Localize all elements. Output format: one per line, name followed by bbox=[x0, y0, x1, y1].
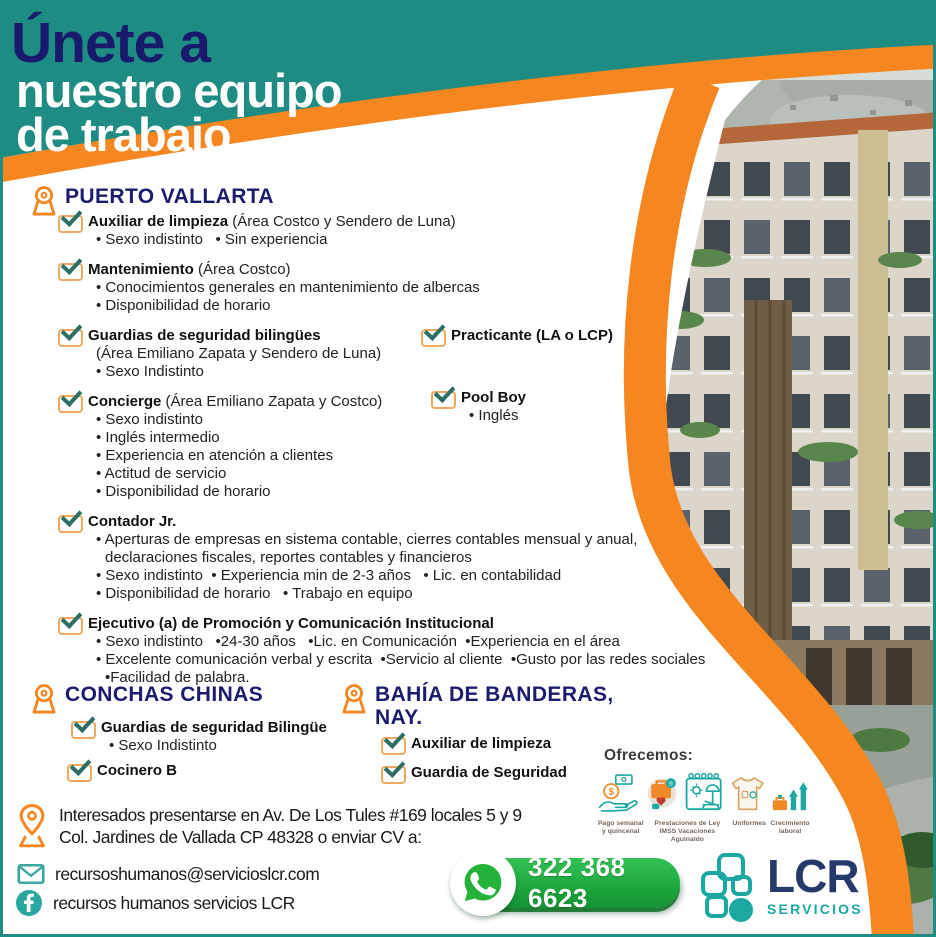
poster-title-line3: de trabajo bbox=[16, 108, 231, 161]
job-detail: • Conocimientos generales en mantenimiento de albercas bbox=[96, 279, 480, 296]
bahia-banderas-job-list bbox=[381, 735, 601, 794]
benefit-label: Prestaciones de Ley IMSS Vacaciones Aguinaldo bbox=[654, 820, 721, 843]
conchas-chinas-job-list bbox=[71, 719, 351, 792]
poster-title-line2: nuestro equipo bbox=[16, 64, 342, 117]
job-title: Contador Jr. bbox=[88, 513, 177, 530]
benefit-label: Pago semanal y quincenal bbox=[597, 820, 644, 835]
vacation-calendar-icon bbox=[683, 769, 724, 817]
checkbox-icon bbox=[431, 391, 456, 409]
logo-name: LCR bbox=[767, 850, 859, 902]
job-detail: • Inglés bbox=[469, 407, 519, 424]
checkbox-icon bbox=[58, 617, 83, 635]
job-detail: • Disponibilidad de horario bbox=[96, 297, 271, 314]
job-detail: • Actitud de servicio bbox=[96, 465, 227, 482]
job-detail: • Sexo Indistinto bbox=[96, 363, 204, 380]
job-detail: • Aperturas de empresas en sistema contable, cierres contables mensual y anual, declaraciones fiscales, reportes contables y financieros bbox=[96, 531, 642, 566]
contact-email[interactable] bbox=[17, 863, 319, 885]
job-guardia-seguridad-bb bbox=[381, 764, 601, 782]
job-auxiliar-limpieza-bb bbox=[381, 735, 601, 753]
contact-address bbox=[15, 803, 522, 849]
lcr-chain-icon bbox=[699, 853, 759, 927]
job-detail: • Sexo indistinto • Sin experiencia bbox=[96, 231, 328, 248]
job-title: Practicante (LA o LCP) bbox=[451, 327, 613, 344]
lcr-logo bbox=[699, 850, 863, 927]
facebook-link[interactable]: recursos humanos servicios LCR bbox=[53, 893, 295, 913]
career-growth-icon bbox=[771, 771, 811, 817]
job-title: Guardia de Seguridad bbox=[411, 764, 567, 781]
uniform-icon bbox=[727, 771, 768, 817]
facebook-icon bbox=[15, 889, 43, 917]
job-title: Pool Boy bbox=[461, 389, 527, 406]
checkbox-icon bbox=[58, 215, 83, 233]
location-pin-icon bbox=[29, 683, 59, 715]
section-title-line2: NAY. bbox=[375, 706, 423, 729]
checkbox-icon bbox=[58, 515, 83, 533]
job-detail: • Sexo Indistinto bbox=[109, 737, 217, 754]
job-cocinero-b bbox=[67, 762, 351, 780]
location-pin-icon bbox=[29, 185, 59, 217]
whatsapp-button[interactable] bbox=[458, 852, 680, 913]
job-ejecutivo-promocion bbox=[58, 615, 713, 687]
weekly-pay-icon bbox=[596, 769, 641, 817]
checkbox-icon bbox=[381, 766, 406, 784]
job-detail: • Excelente comunicación verbal y escrita •Servicio al cliente •Gusto por las redes sociales •Facilidad de palabra. bbox=[96, 651, 714, 686]
job-detail: • Sexo indistinto bbox=[96, 411, 203, 428]
checkbox-icon bbox=[58, 395, 83, 413]
job-title: Concierge (Área Emiliano Zapata y Costco) bbox=[88, 393, 383, 410]
job-title: Guardias de seguridad Bilingüe bbox=[101, 719, 327, 736]
section-bahia-banderas-heading bbox=[339, 683, 614, 729]
address-line1: Interesados presentarse en Av. De Los Tules #169 locales 5 y 9 bbox=[59, 805, 522, 825]
email-link[interactable]: recursoshumanos@servicioslcr.com bbox=[55, 864, 320, 884]
checkbox-icon bbox=[67, 764, 92, 782]
svg-text:$: $ bbox=[608, 786, 615, 798]
job-title: Auxiliar de limpieza bbox=[411, 735, 552, 752]
job-title: Mantenimiento (Área Costco) bbox=[88, 261, 291, 278]
job-mantenimiento bbox=[58, 261, 713, 315]
section-title-line1: BAHÍA DE BANDERAS, bbox=[375, 683, 614, 706]
address-line2: Col. Jardines de Vallada CP 48328 o enviar CV a: bbox=[59, 827, 422, 847]
job-title: Ejecutivo (a) de Promoción y Comunicación Institucional bbox=[88, 615, 494, 632]
job-practicante bbox=[421, 327, 661, 357]
section-title: CONCHAS CHINAS bbox=[65, 683, 264, 706]
job-detail: • Disponibilidad de horario • Trabajo en equipo bbox=[96, 585, 413, 602]
whatsapp-icon bbox=[450, 850, 516, 916]
location-pin-icon bbox=[339, 683, 369, 715]
job-auxiliar-limpieza bbox=[58, 213, 713, 249]
contact-facebook[interactable] bbox=[15, 889, 295, 917]
puerto-vallarta-job-list bbox=[58, 213, 713, 699]
section-title: PUERTO VALLARTA bbox=[65, 185, 274, 208]
checkbox-icon bbox=[58, 263, 83, 281]
benefit-label: Uniformes bbox=[732, 820, 766, 827]
benefits-title: Ofrecemos: bbox=[604, 747, 694, 764]
law-benefits-icon bbox=[644, 769, 680, 817]
benefit-label: Crecimiento laboral bbox=[770, 820, 810, 835]
job-contador-jr bbox=[58, 513, 713, 603]
logo-subtitle: SERVICIOS bbox=[767, 901, 863, 917]
job-detail: (Área Emiliano Zapata y Sendero de Luna) bbox=[96, 345, 382, 362]
job-detail: • Sexo indistinto • Experiencia min de 2-3 años • Lic. en contabilidad bbox=[96, 567, 562, 584]
job-detail: • Disponibilidad de horario bbox=[96, 483, 271, 500]
checkbox-icon bbox=[421, 329, 446, 347]
checkbox-icon bbox=[381, 737, 406, 755]
checkbox-icon bbox=[71, 721, 96, 739]
job-detail: • Experiencia en atención a clientes bbox=[96, 447, 334, 464]
job-detail: • Inglés intermedio bbox=[96, 429, 220, 446]
whatsapp-number: 322 368 6623 bbox=[528, 852, 626, 913]
poster-title-line1: Únete a bbox=[11, 11, 210, 75]
section-conchas-chinas-heading bbox=[29, 683, 263, 715]
job-title: Cocinero B bbox=[97, 762, 178, 779]
job-title: Auxiliar de limpieza (Área Costco y Sendero de Luna) bbox=[88, 213, 456, 230]
location-pin-icon bbox=[15, 803, 49, 849]
job-pool-boy bbox=[431, 389, 631, 437]
job-title: Guardias de seguridad bilingües bbox=[88, 327, 321, 344]
envelope-icon bbox=[17, 863, 45, 885]
job-guardias-bilingue-cc bbox=[71, 719, 351, 755]
job-detail: • Sexo indistinto •24-30 años •Lic. en Comunicación •Experiencia en el área bbox=[96, 633, 620, 650]
benefits-panel bbox=[596, 747, 811, 844]
svg-text:!!: !! bbox=[668, 780, 673, 788]
checkbox-icon bbox=[58, 329, 83, 347]
